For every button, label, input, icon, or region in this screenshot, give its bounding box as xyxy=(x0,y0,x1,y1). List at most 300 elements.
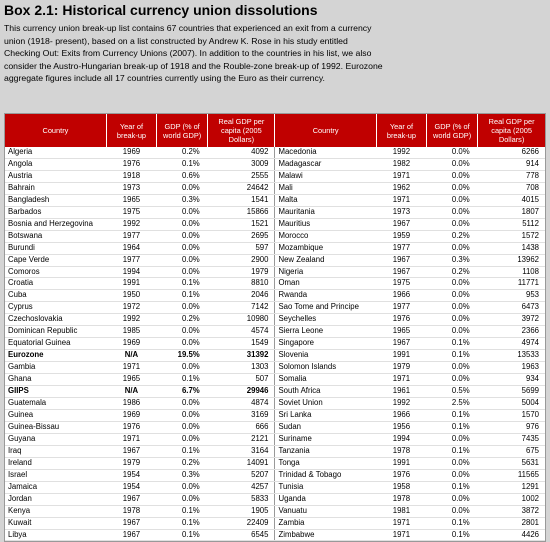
right-cell-capita: 5631 xyxy=(478,457,545,469)
left-cell-capita: 4874 xyxy=(208,398,275,410)
right-cell-capita: 914 xyxy=(478,158,545,170)
left-cell-gdp: 0.2% xyxy=(157,457,208,469)
table-row xyxy=(5,278,545,290)
table-row xyxy=(5,206,545,218)
right-cell-gdp: 0.0% xyxy=(427,170,478,182)
left-cell-capita: 1521 xyxy=(208,218,275,230)
table-row xyxy=(5,445,545,457)
header-capita-left: Real GDP per capita (2005 Dollars) xyxy=(208,114,275,147)
left-cell-country: Comoros xyxy=(5,266,106,278)
right-cell-year: 1967 xyxy=(376,218,426,230)
right-cell-gdp: 0.0% xyxy=(427,493,478,505)
left-cell-year: 1976 xyxy=(106,158,156,170)
right-cell-year: 1965 xyxy=(376,326,426,338)
dissolutions-table-wrapper xyxy=(4,113,546,542)
left-cell-gdp: 0.0% xyxy=(157,266,208,278)
right-cell-country: Uganda xyxy=(275,493,376,505)
left-cell-capita: 597 xyxy=(208,242,275,254)
right-cell-gdp: 0.0% xyxy=(427,158,478,170)
right-cell-year: 1979 xyxy=(376,362,426,374)
header-gdp-left: GDP (% of world GDP) xyxy=(157,114,208,147)
left-cell-capita: 1549 xyxy=(208,338,275,350)
left-cell-country: Austria xyxy=(5,170,106,182)
table-row xyxy=(5,421,545,433)
right-cell-year: 1971 xyxy=(376,517,426,529)
left-cell-country: Iraq xyxy=(5,445,106,457)
left-cell-year: 1985 xyxy=(106,326,156,338)
right-cell-gdp: 0.0% xyxy=(427,242,478,254)
left-cell-gdp: 0.0% xyxy=(157,481,208,493)
left-cell-country: Eurozone xyxy=(5,350,106,362)
left-cell-country: Guyana xyxy=(5,433,106,445)
left-cell-year: 1969 xyxy=(106,147,156,158)
right-cell-country: Mali xyxy=(275,182,376,194)
right-cell-gdp: 0.0% xyxy=(427,182,478,194)
left-cell-capita: 5207 xyxy=(208,469,275,481)
right-cell-gdp: 0.0% xyxy=(427,314,478,326)
left-cell-gdp: 0.1% xyxy=(157,278,208,290)
right-cell-capita: 1438 xyxy=(478,242,545,254)
left-cell-gdp: 0.1% xyxy=(157,517,208,529)
right-cell-gdp: 0.0% xyxy=(427,374,478,386)
right-cell-country: Malawi xyxy=(275,170,376,182)
left-cell-gdp: 0.0% xyxy=(157,493,208,505)
left-cell-gdp: 0.0% xyxy=(157,326,208,338)
right-cell-country: Suriname xyxy=(275,433,376,445)
table-row xyxy=(5,362,545,374)
right-cell-gdp: 0.0% xyxy=(427,206,478,218)
right-cell-gdp: 0.0% xyxy=(427,433,478,445)
left-cell-year: 1991 xyxy=(106,278,156,290)
left-cell-capita: 1979 xyxy=(208,266,275,278)
left-cell-capita: 10980 xyxy=(208,314,275,326)
left-cell-gdp: 0.1% xyxy=(157,445,208,457)
right-cell-country: Malta xyxy=(275,194,376,206)
right-cell-gdp: 0.2% xyxy=(427,266,478,278)
right-cell-capita: 778 xyxy=(478,170,545,182)
left-cell-capita: 507 xyxy=(208,374,275,386)
header-country-left: Country xyxy=(5,114,106,147)
left-cell-country: Kenya xyxy=(5,505,106,517)
right-cell-capita: 11771 xyxy=(478,278,545,290)
left-cell-year: 1975 xyxy=(106,206,156,218)
table-row xyxy=(5,517,545,529)
right-cell-gdp: 0.0% xyxy=(427,469,478,481)
right-cell-country: Soviet Union xyxy=(275,398,376,410)
right-cell-gdp: 0.1% xyxy=(427,529,478,541)
right-cell-gdp: 0.5% xyxy=(427,386,478,398)
left-cell-gdp: 0.1% xyxy=(157,290,208,302)
right-cell-year: 1966 xyxy=(376,409,426,421)
table-row xyxy=(5,182,545,194)
left-cell-country: Ireland xyxy=(5,457,106,469)
table-row xyxy=(5,230,545,242)
left-cell-year: 1973 xyxy=(106,182,156,194)
left-cell-year: 1979 xyxy=(106,457,156,469)
right-cell-year: 1971 xyxy=(376,194,426,206)
right-cell-year: 1976 xyxy=(376,469,426,481)
left-cell-country: Dominican Republic xyxy=(5,326,106,338)
left-cell-capita: 1303 xyxy=(208,362,275,374)
left-cell-country: Bahrain xyxy=(5,182,106,194)
right-cell-gdp: 0.0% xyxy=(427,218,478,230)
left-cell-country: Burundi xyxy=(5,242,106,254)
left-cell-gdp: 0.0% xyxy=(157,302,208,314)
left-cell-year: 1954 xyxy=(106,481,156,493)
table-row xyxy=(5,194,545,206)
left-cell-year: 1964 xyxy=(106,242,156,254)
right-cell-year: 1962 xyxy=(376,182,426,194)
right-cell-country: Solomon Islands xyxy=(275,362,376,374)
dissolutions-table xyxy=(5,114,545,541)
right-cell-country: New Zealand xyxy=(275,254,376,266)
left-cell-year: 1972 xyxy=(106,302,156,314)
right-cell-gdp: 0.1% xyxy=(427,517,478,529)
right-cell-year: 1978 xyxy=(376,445,426,457)
left-cell-gdp: 0.6% xyxy=(157,170,208,182)
left-cell-capita: 22409 xyxy=(208,517,275,529)
right-cell-country: Trinidad & Tobago xyxy=(275,469,376,481)
left-cell-capita: 1541 xyxy=(208,194,275,206)
left-cell-year: 1967 xyxy=(106,517,156,529)
right-cell-capita: 5004 xyxy=(478,398,545,410)
left-cell-country: Jordan xyxy=(5,493,106,505)
right-cell-country: Tanzania xyxy=(275,445,376,457)
left-cell-year: 1994 xyxy=(106,266,156,278)
left-cell-capita: 15866 xyxy=(208,206,275,218)
table-row xyxy=(5,326,545,338)
table-row xyxy=(5,170,545,182)
right-cell-country: Mozambique xyxy=(275,242,376,254)
right-cell-year: 1992 xyxy=(376,398,426,410)
right-cell-capita: 1002 xyxy=(478,493,545,505)
right-cell-country: Somalia xyxy=(275,374,376,386)
left-cell-country: Bosnia and Herzegovina xyxy=(5,218,106,230)
left-cell-gdp: 0.0% xyxy=(157,182,208,194)
right-cell-gdp: 0.0% xyxy=(427,302,478,314)
table-row xyxy=(5,314,545,326)
left-cell-year: 1971 xyxy=(106,362,156,374)
right-cell-capita: 1291 xyxy=(478,481,545,493)
left-cell-year: 1950 xyxy=(106,290,156,302)
table-row xyxy=(5,158,545,170)
left-cell-gdp: 0.1% xyxy=(157,374,208,386)
left-cell-country: GIIPS xyxy=(5,386,106,398)
right-cell-country: Rwanda xyxy=(275,290,376,302)
table-row xyxy=(5,218,545,230)
header-year-left: Year of break-up xyxy=(106,114,156,147)
right-cell-gdp: 0.1% xyxy=(427,350,478,362)
right-cell-capita: 2801 xyxy=(478,517,545,529)
left-cell-gdp: 0.0% xyxy=(157,433,208,445)
right-cell-capita: 6473 xyxy=(478,302,545,314)
right-cell-year: 1961 xyxy=(376,386,426,398)
left-cell-country: Botswana xyxy=(5,230,106,242)
right-cell-capita: 4426 xyxy=(478,529,545,541)
right-cell-year: 1975 xyxy=(376,278,426,290)
right-cell-country: Tonga xyxy=(275,457,376,469)
right-cell-capita: 3872 xyxy=(478,505,545,517)
left-cell-year: 1977 xyxy=(106,230,156,242)
left-cell-year: N/A xyxy=(106,350,156,362)
right-cell-country: Oman xyxy=(275,278,376,290)
right-cell-gdp: 0.0% xyxy=(427,362,478,374)
left-cell-year: 1967 xyxy=(106,529,156,541)
table-row xyxy=(5,266,545,278)
left-cell-country: Libya xyxy=(5,529,106,541)
left-cell-year: 1992 xyxy=(106,314,156,326)
right-cell-country: Mauritius xyxy=(275,218,376,230)
table-body xyxy=(5,147,545,541)
left-cell-capita: 2046 xyxy=(208,290,275,302)
left-cell-gdp: 0.0% xyxy=(157,254,208,266)
left-cell-year: 1918 xyxy=(106,170,156,182)
left-cell-country: Jamaica xyxy=(5,481,106,493)
right-cell-capita: 13533 xyxy=(478,350,545,362)
left-cell-country: Gambia xyxy=(5,362,106,374)
left-cell-capita: 29946 xyxy=(208,386,275,398)
right-cell-capita: 953 xyxy=(478,290,545,302)
table-row xyxy=(5,374,545,386)
left-cell-country: Ghana xyxy=(5,374,106,386)
right-cell-country: Singapore xyxy=(275,338,376,350)
intro-paragraph: This currency union break-up list contains 67 countries that experienced an exit from a currency union (1918- present), based on a list constructed by Andrew K. Rose in his study entitled Checking Out: Exits from Currency Unions (2007). In addition to the countries in his list, we also consider the Austro-Hungarian break-up of 1918 and the Rouble-zone break-up of 1992. Eurozone aggregate figures include all 17 countries currently using the Euro as their currency. xyxy=(4,23,383,84)
left-cell-capita: 4092 xyxy=(208,147,275,158)
left-cell-country: Guinea xyxy=(5,409,106,421)
left-cell-year: 1992 xyxy=(106,218,156,230)
right-cell-country: Slovenia xyxy=(275,350,376,362)
right-cell-year: 1966 xyxy=(376,290,426,302)
table-row xyxy=(5,386,545,398)
right-cell-country: Morocco xyxy=(275,230,376,242)
left-cell-gdp: 0.0% xyxy=(157,398,208,410)
right-cell-gdp: 0.2% xyxy=(427,230,478,242)
left-cell-year: 1967 xyxy=(106,445,156,457)
right-cell-gdp: 0.1% xyxy=(427,481,478,493)
right-cell-capita: 1807 xyxy=(478,206,545,218)
left-cell-capita: 3164 xyxy=(208,445,275,457)
right-cell-year: 1976 xyxy=(376,314,426,326)
right-cell-year: 1971 xyxy=(376,529,426,541)
box-title: Box 2.1: Historical currency union dissolutions xyxy=(4,2,318,18)
right-cell-country: Mauritania xyxy=(275,206,376,218)
right-cell-gdp: 0.0% xyxy=(427,457,478,469)
right-cell-country: Madagascar xyxy=(275,158,376,170)
left-cell-capita: 2695 xyxy=(208,230,275,242)
right-cell-gdp: 0.0% xyxy=(427,194,478,206)
left-cell-country: Guinea-Bissau xyxy=(5,421,106,433)
left-cell-gdp: 0.2% xyxy=(157,147,208,158)
header-capita-right: Real GDP per capita (2005 Dollars) xyxy=(478,114,545,147)
right-cell-capita: 675 xyxy=(478,445,545,457)
right-cell-year: 1959 xyxy=(376,230,426,242)
table-row xyxy=(5,505,545,517)
left-cell-country: Israel xyxy=(5,469,106,481)
left-cell-year: 1967 xyxy=(106,493,156,505)
right-cell-year: 1971 xyxy=(376,374,426,386)
right-cell-capita: 708 xyxy=(478,182,545,194)
right-cell-year: 1991 xyxy=(376,457,426,469)
left-cell-capita: 8810 xyxy=(208,278,275,290)
left-cell-gdp: 0.0% xyxy=(157,242,208,254)
left-cell-country: Barbados xyxy=(5,206,106,218)
left-cell-capita: 24642 xyxy=(208,182,275,194)
table-row xyxy=(5,481,545,493)
right-cell-capita: 5112 xyxy=(478,218,545,230)
table-row xyxy=(5,493,545,505)
left-cell-capita: 2121 xyxy=(208,433,275,445)
right-cell-capita: 7435 xyxy=(478,433,545,445)
left-cell-gdp: 0.3% xyxy=(157,194,208,206)
right-cell-capita: 1108 xyxy=(478,266,545,278)
right-cell-gdp: 0.0% xyxy=(427,278,478,290)
header-year-right: Year of break-up xyxy=(376,114,426,147)
left-cell-gdp: 0.1% xyxy=(157,158,208,170)
left-cell-capita: 1905 xyxy=(208,505,275,517)
left-cell-gdp: 0.2% xyxy=(157,314,208,326)
left-cell-capita: 2555 xyxy=(208,170,275,182)
left-cell-gdp: 0.0% xyxy=(157,218,208,230)
right-cell-capita: 4974 xyxy=(478,338,545,350)
left-cell-gdp: 0.3% xyxy=(157,469,208,481)
right-cell-country: Sierra Leone xyxy=(275,326,376,338)
left-cell-country: Cyprus xyxy=(5,302,106,314)
right-cell-year: 1967 xyxy=(376,254,426,266)
right-cell-capita: 2366 xyxy=(478,326,545,338)
right-cell-year: 1956 xyxy=(376,421,426,433)
right-cell-capita: 4015 xyxy=(478,194,545,206)
left-cell-country: Algeria xyxy=(5,147,106,158)
table-row xyxy=(5,350,545,362)
right-cell-year: 1991 xyxy=(376,350,426,362)
table-row xyxy=(5,409,545,421)
left-cell-gdp: 0.1% xyxy=(157,505,208,517)
table-row xyxy=(5,457,545,469)
left-cell-country: Croatia xyxy=(5,278,106,290)
right-cell-capita: 11565 xyxy=(478,469,545,481)
right-cell-capita: 6266 xyxy=(478,147,545,158)
left-cell-gdp: 0.0% xyxy=(157,409,208,421)
right-cell-gdp: 0.1% xyxy=(427,409,478,421)
left-cell-country: Angola xyxy=(5,158,106,170)
left-cell-gdp: 0.1% xyxy=(157,529,208,541)
table-row xyxy=(5,398,545,410)
left-cell-capita: 3009 xyxy=(208,158,275,170)
table-row xyxy=(5,302,545,314)
left-cell-gdp: 19.5% xyxy=(157,350,208,362)
right-cell-country: Sudan xyxy=(275,421,376,433)
left-cell-year: 1954 xyxy=(106,469,156,481)
right-cell-gdp: 0.1% xyxy=(427,421,478,433)
right-cell-capita: 934 xyxy=(478,374,545,386)
right-cell-year: 1981 xyxy=(376,505,426,517)
right-cell-capita: 5699 xyxy=(478,386,545,398)
right-cell-year: 1958 xyxy=(376,481,426,493)
right-cell-year: 1971 xyxy=(376,170,426,182)
right-cell-gdp: 0.0% xyxy=(427,290,478,302)
left-cell-gdp: 0.0% xyxy=(157,421,208,433)
header-gdp-right: GDP (% of world GDP) xyxy=(427,114,478,147)
table-row xyxy=(5,290,545,302)
right-cell-year: 1978 xyxy=(376,493,426,505)
left-cell-country: Equatorial Guinea xyxy=(5,338,106,350)
right-cell-country: South Africa xyxy=(275,386,376,398)
table-header-row xyxy=(5,114,545,147)
left-cell-gdp: 0.0% xyxy=(157,206,208,218)
left-cell-year: N/A xyxy=(106,386,156,398)
left-cell-capita: 5833 xyxy=(208,493,275,505)
left-cell-country: Czechoslovakia xyxy=(5,314,106,326)
left-cell-capita: 14091 xyxy=(208,457,275,469)
left-cell-year: 1986 xyxy=(106,398,156,410)
left-cell-year: 1969 xyxy=(106,409,156,421)
right-cell-capita: 13962 xyxy=(478,254,545,266)
table-row xyxy=(5,147,545,158)
right-cell-gdp: 0.1% xyxy=(427,445,478,457)
left-cell-country: Guatemala xyxy=(5,398,106,410)
left-cell-country: Bangladesh xyxy=(5,194,106,206)
table-row xyxy=(5,469,545,481)
left-cell-capita: 2900 xyxy=(208,254,275,266)
right-cell-country: Zambia xyxy=(275,517,376,529)
right-cell-capita: 3972 xyxy=(478,314,545,326)
right-cell-gdp: 0.3% xyxy=(427,254,478,266)
right-cell-country: Nigeria xyxy=(275,266,376,278)
left-cell-capita: 3169 xyxy=(208,409,275,421)
left-cell-year: 1971 xyxy=(106,433,156,445)
left-cell-country: Kuwait xyxy=(5,517,106,529)
left-cell-capita: 4574 xyxy=(208,326,275,338)
right-cell-year: 1992 xyxy=(376,147,426,158)
table-row xyxy=(5,338,545,350)
right-cell-country: Sri Lanka xyxy=(275,409,376,421)
right-cell-country: Vanuatu xyxy=(275,505,376,517)
table-row xyxy=(5,242,545,254)
right-cell-capita: 1572 xyxy=(478,230,545,242)
right-cell-year: 1982 xyxy=(376,158,426,170)
right-cell-capita: 976 xyxy=(478,421,545,433)
left-cell-year: 1969 xyxy=(106,338,156,350)
left-cell-capita: 6545 xyxy=(208,529,275,541)
header-country-right: Country xyxy=(275,114,376,147)
right-cell-country: Sao Tome and Principe xyxy=(275,302,376,314)
left-cell-year: 1978 xyxy=(106,505,156,517)
right-cell-year: 1977 xyxy=(376,242,426,254)
table-row xyxy=(5,254,545,266)
left-cell-year: 1977 xyxy=(106,254,156,266)
right-cell-gdp: 0.0% xyxy=(427,326,478,338)
left-cell-gdp: 0.0% xyxy=(157,230,208,242)
left-cell-year: 1965 xyxy=(106,194,156,206)
right-cell-gdp: 2.5% xyxy=(427,398,478,410)
right-cell-country: Macedonia xyxy=(275,147,376,158)
right-cell-gdp: 0.0% xyxy=(427,505,478,517)
left-cell-capita: 7142 xyxy=(208,302,275,314)
right-cell-gdp: 0.0% xyxy=(427,147,478,158)
left-cell-gdp: 0.0% xyxy=(157,362,208,374)
left-cell-capita: 666 xyxy=(208,421,275,433)
left-cell-capita: 4257 xyxy=(208,481,275,493)
right-cell-country: Seychelles xyxy=(275,314,376,326)
right-cell-year: 1973 xyxy=(376,206,426,218)
right-cell-year: 1967 xyxy=(376,338,426,350)
left-cell-year: 1976 xyxy=(106,421,156,433)
right-cell-capita: 1570 xyxy=(478,409,545,421)
left-cell-year: 1965 xyxy=(106,374,156,386)
right-cell-year: 1967 xyxy=(376,266,426,278)
left-cell-country: Cape Verde xyxy=(5,254,106,266)
right-cell-country: Tunisia xyxy=(275,481,376,493)
